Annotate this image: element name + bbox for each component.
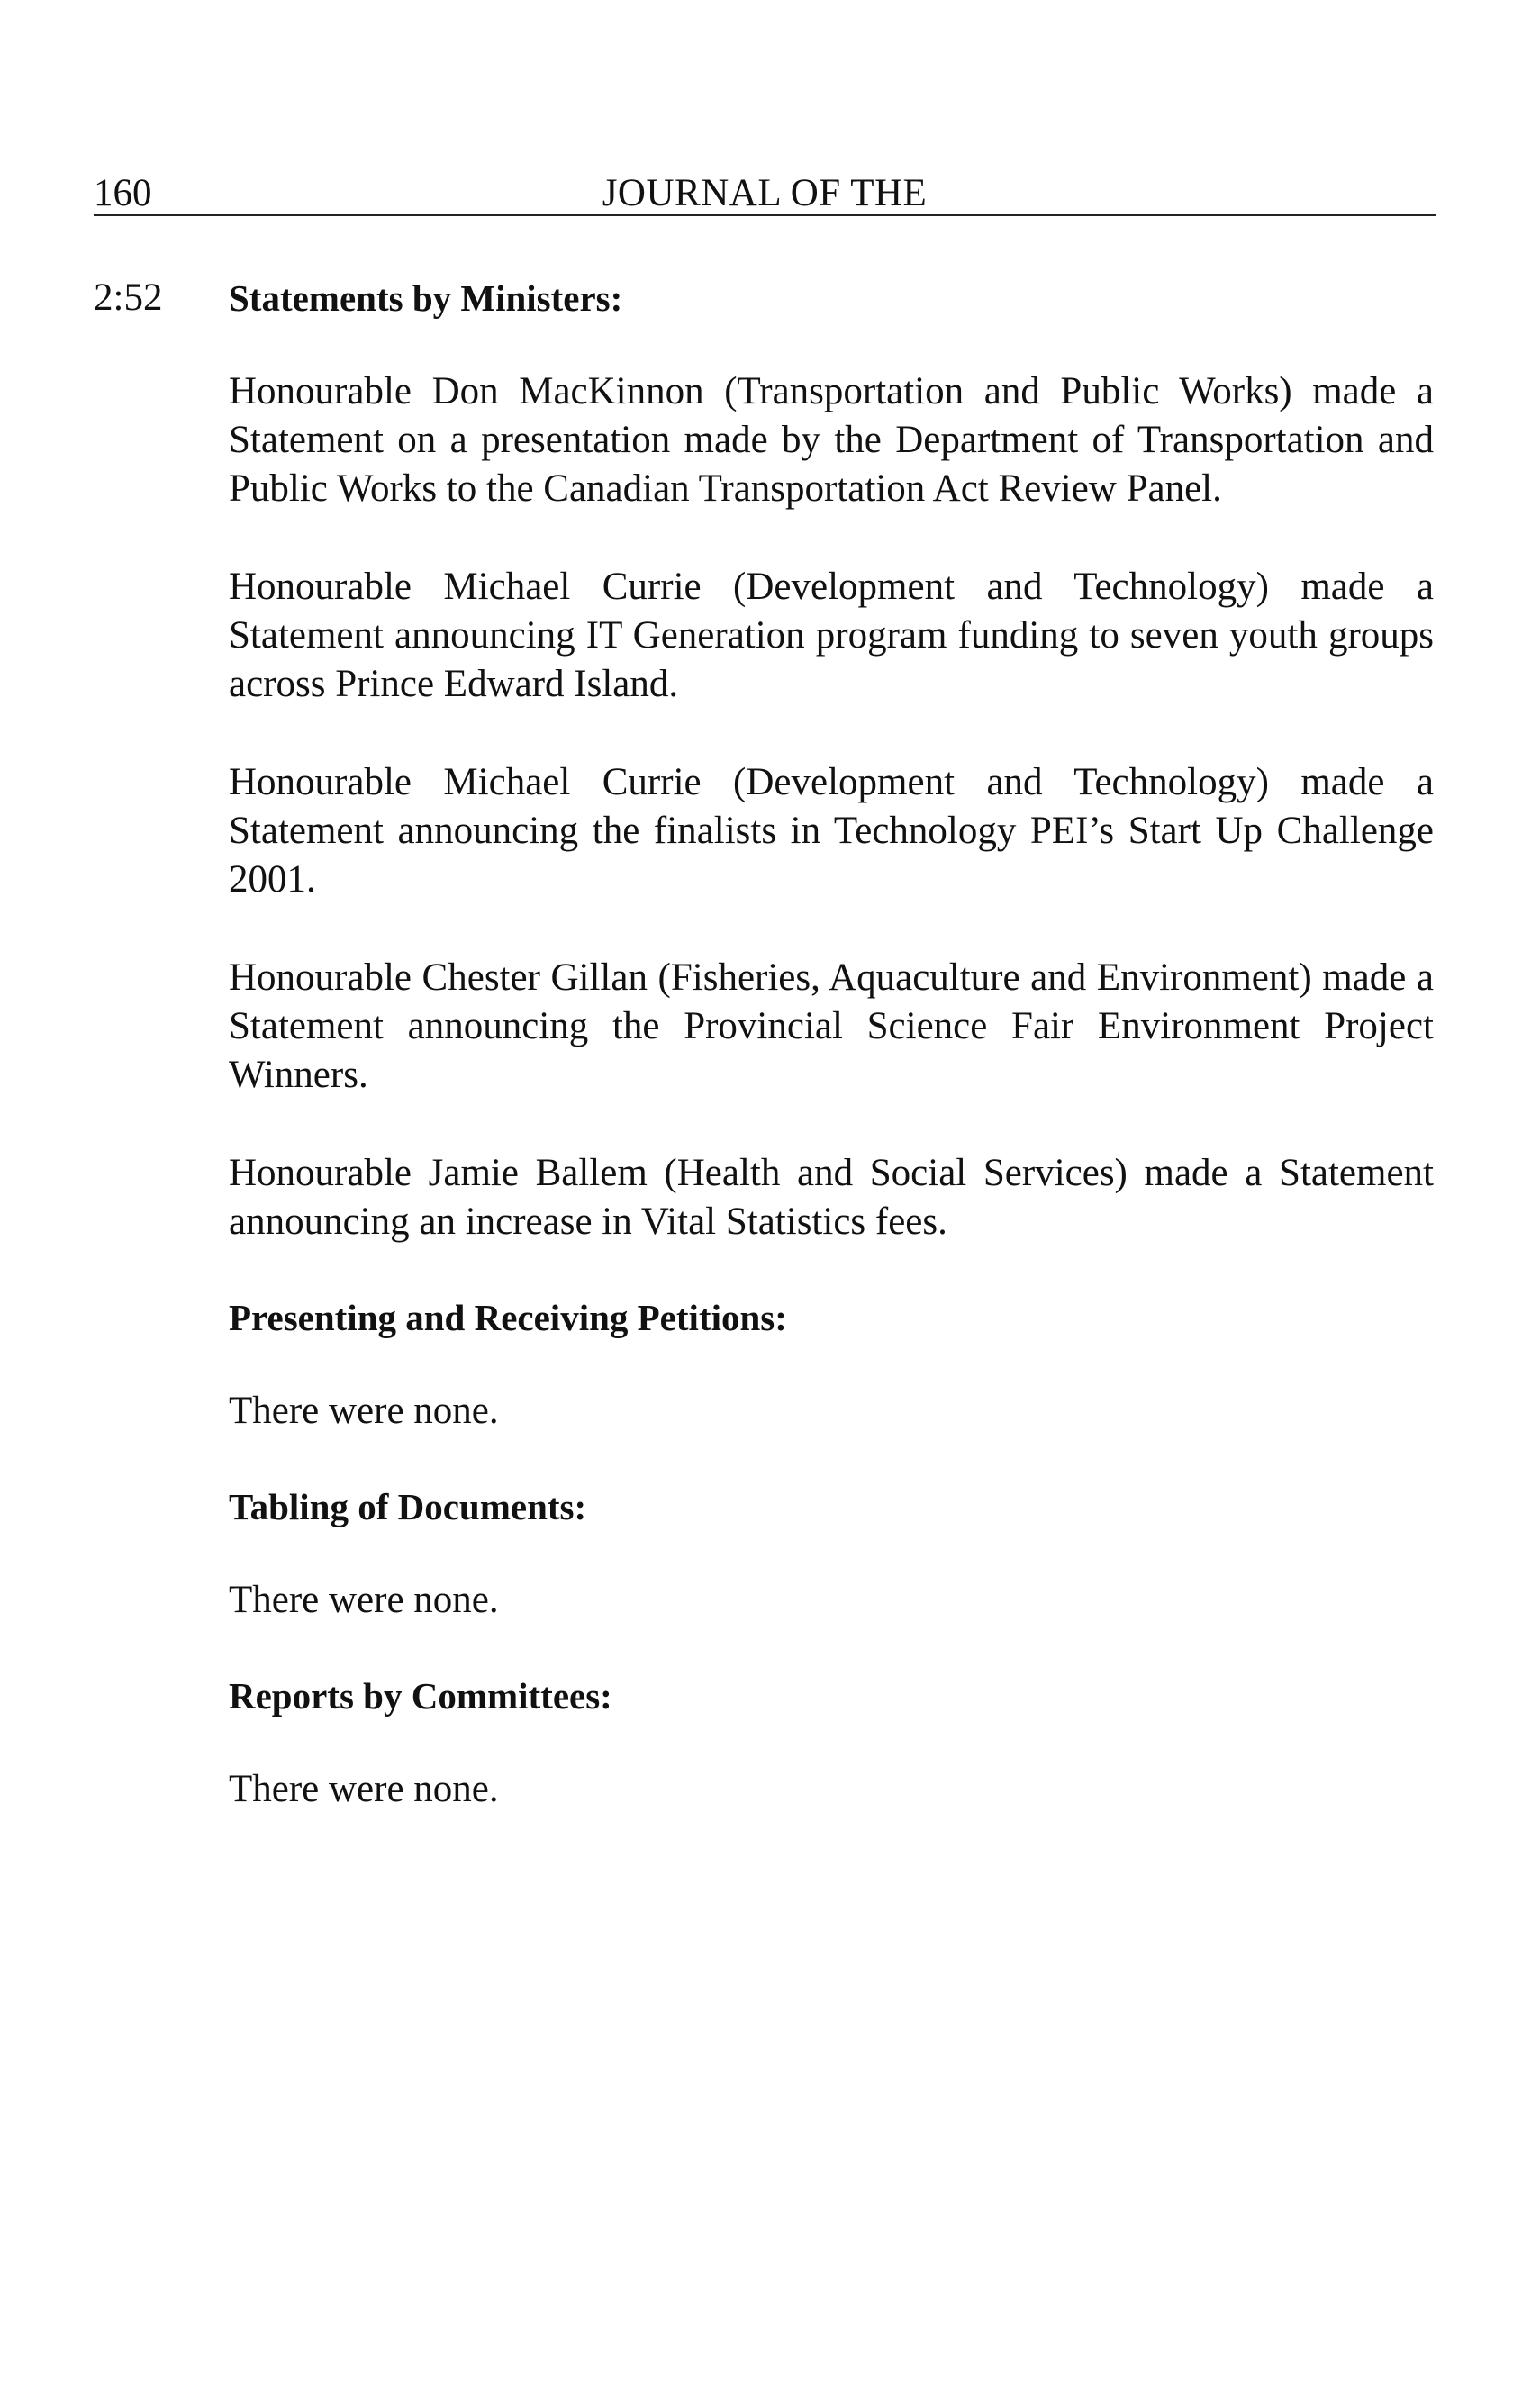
journal-title: JOURNAL OF THE — [602, 172, 928, 214]
statement-paragraph: Honourable Michael Currie (Development and Technology) made a Statement announcing IT Generation program funding to seven youth groups across Prince Edward Island. — [229, 566, 1434, 705]
proceedings-body — [229, 271, 1434, 1814]
petitions-text: There were none. — [229, 1390, 499, 1432]
statement-paragraph: Honourable Chester Gillan (Fisheries, Aquaculture and Environment) made a Statement announcing the Provincial Science Fair Environment Project Winners. — [229, 956, 1434, 1096]
section-heading-petitions: Presenting and Receiving Petitions: — [229, 1297, 787, 1338]
statement-paragraph: Honourable Jamie Ballem (Health and Social Services) made a Statement announcing an increase in Vital Statistics fees. — [229, 1152, 1434, 1243]
section-heading-tabling: Tabling of Documents: — [229, 1486, 587, 1527]
running-header — [94, 159, 1436, 216]
entry-time: 2:52 — [94, 276, 163, 319]
page-number: 160 — [94, 172, 152, 214]
committees-text: There were none. — [229, 1768, 499, 1810]
section-heading-statements: Statements by Ministers: — [229, 277, 623, 319]
section-heading-committees: Reports by Committees: — [229, 1675, 612, 1717]
statement-paragraph: Honourable Michael Currie (Development and Technology) made a Statement announcing the finalists in Technology PEI’s Start Up Challenge 2001. — [229, 761, 1434, 901]
tabling-text: There were none. — [229, 1579, 499, 1621]
statement-paragraph: Honourable Don MacKinnon (Transportation and Public Works) made a Statement on a presentation made by the Department of Transportation and Public Works to the Canadian Transportation Act Review Panel. — [229, 370, 1434, 510]
